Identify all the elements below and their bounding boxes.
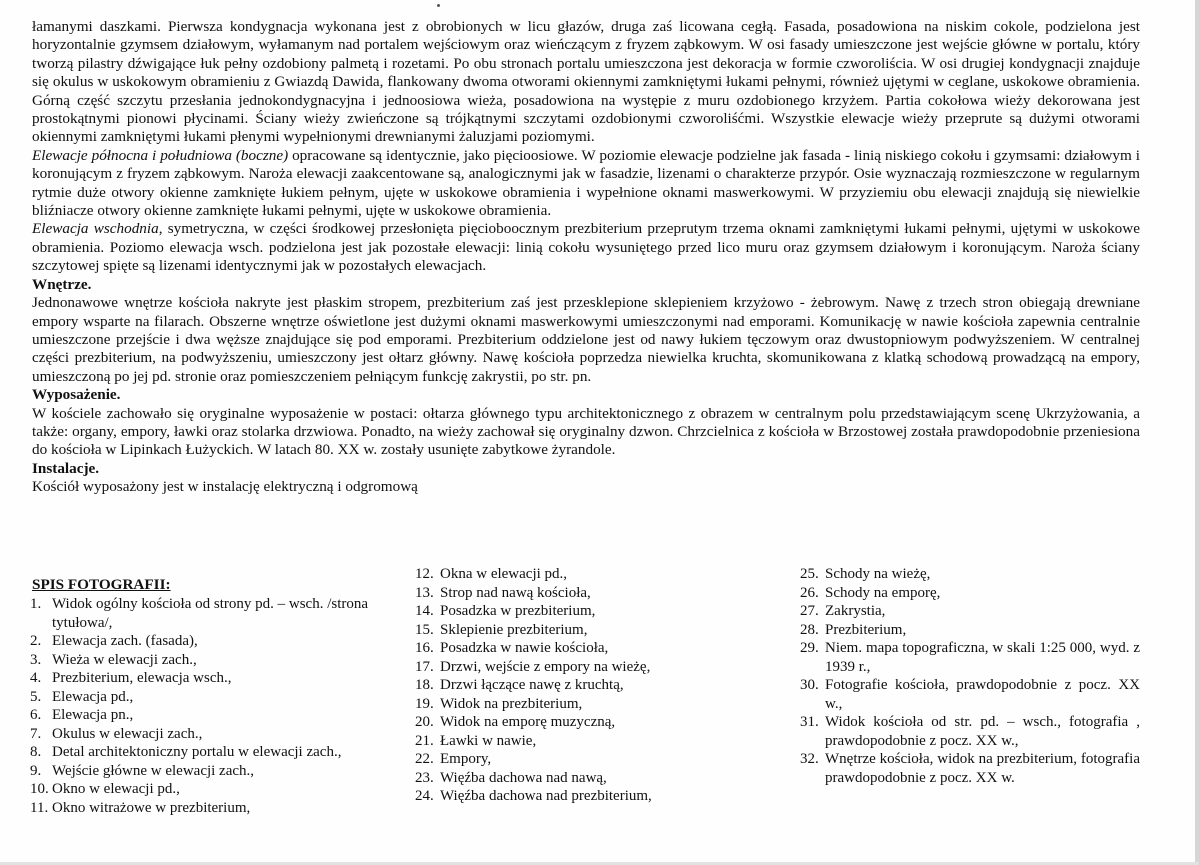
paragraph-east-elevation: [32, 220, 1140, 275]
photo-list-number: 31.: [800, 714, 819, 730]
photo-list-text: Widok na prezbiterium,: [440, 695, 583, 712]
heading-interior: Wnętrze.: [32, 275, 92, 293]
photo-list-text: Prezbiterium,: [825, 621, 907, 638]
photo-list-item: [800, 713, 1140, 750]
photo-list-number: 25.: [800, 566, 819, 582]
photo-list-number: 18.: [415, 677, 434, 693]
photo-list-item: [415, 639, 715, 658]
paragraph-furnishing: W kościele zachowało się oryginalne wyposażenie w postaci: ołtarza głównego typu architektonicznego z obrazem w centralnym polu przedstawiającym scenę Ukrzyżowania, a także: organy, empory, ławki oraz stolarka drzwiowa. Ponadto, na wieży zachował się oryginalny dzwon. Chrzcielnica z kościoła w Brzostowej została prawdopodobnie przeniesiona do kościoła w Lipinkach Łużyckich. W latach 80. XX w. zostały usunięte zabytkowe żyrandole.: [32, 404, 1140, 459]
photo-list-item: [30, 743, 370, 762]
document-body: [32, 18, 1140, 497]
photo-list-number: 29.: [800, 640, 819, 656]
photo-list-item: [30, 799, 370, 818]
photo-list-text: Niem. mapa topograficzna, w skali 1:25 000, wyd. z 1939 r.,: [825, 640, 1140, 675]
photo-list-item: [800, 565, 1140, 584]
photo-list-text: Widok kościoła od str. pd. – wsch., fotografia , prawdopodobnie z pocz. XX w.,: [825, 714, 1140, 749]
photo-list-text: Prezbiterium, elewacja wsch.,: [52, 670, 232, 686]
photo-list-item: [415, 769, 715, 788]
photo-list-text: Wieża w elewacji zach.,: [52, 651, 197, 668]
photo-list-title: SPIS FOTOGRAFII:: [32, 576, 171, 593]
photo-list-text: Posadzka w nawie kościoła,: [440, 640, 609, 656]
photo-list-item: [30, 688, 370, 707]
photo-list-text: Zakrystia,: [825, 603, 886, 619]
photo-list-text: Ławki w nawie,: [440, 732, 537, 749]
scan-edge-right: [1195, 0, 1199, 865]
photo-list-text: Elewacja pd.,: [52, 688, 134, 705]
photo-list-text: Detal architektoniczny portalu w elewacji zach.,: [52, 744, 342, 760]
photo-list-number: 10.: [30, 781, 49, 797]
heading-installation: Instalacje.: [32, 459, 100, 477]
photo-list-text: Strop nad nawą kościoła,: [440, 584, 591, 601]
photo-list-column-1: [30, 595, 370, 817]
paragraph-facade: [32, 18, 1140, 147]
photo-list-item: [415, 584, 715, 603]
photo-list-item: [800, 639, 1140, 676]
photo-list-text: Okna w elewacji pd.,: [440, 566, 568, 582]
photo-list-item: [415, 658, 715, 677]
photo-list-text: Elewacja pn.,: [52, 707, 134, 723]
photo-list-number: 24.: [415, 788, 434, 804]
photo-list-number: 17.: [415, 658, 434, 675]
photo-list-number: 26.: [800, 584, 819, 601]
photo-list-item: [415, 676, 715, 695]
photo-list-text: Elewacja zach. (fasada),: [52, 633, 198, 649]
paragraph-text: opracowane są identycznie, jako pięcioosiowe. W poziomie elewacje podzielne jak fasada - linią niskiego cokołu i gzymsami: działowym i koronującym z fryzem ząbkowym. Naroża elewacji zaakcentowane są, analogicznymi jak w fasadzie, lizenami o charakterze przypór. Osie wyznaczają rozmieszczone w regularnym rytmie duże otwory okienne zamknięte łukiem pełnym, ujęte w uskokowe obramienia i wypełnione oknami maswerkowymi. W przyziemiu obu elewacji znajdują się niewielkie bliźniacze otwory okienne zamknięte łukami pełnymi, ujęte w uskokowe obramienia.: [32, 146, 1140, 220]
photo-list-text: Okno witrażowe w prezbiterium,: [52, 799, 251, 816]
italic-subheading: Elewacja wschodnia: [32, 220, 159, 238]
photo-list-item: [415, 732, 715, 751]
photo-list-text: Wnętrze kościoła, widok na prezbiterium, fotografia prawdopodobnie z pocz. XX w.: [825, 751, 1140, 786]
paragraph-interior: Jednonawowe wnętrze kościoła nakryte jest płaskim stropem, prezbiterium zaś jest przesklepione sklepieniem krzyżowo - żebrowym. Nawę z trzech stron obiegają drewniane empory wsparte na filarach. Obszerne wnętrze oświetlone jest dużymi oknami maswerkowymi umieszczonymi nad emporami. Komunikację w nawie kościoła zapewnia centralnie umieszczone przejście i dwa węższe znajdujące się pod emporami. Prezbiterium oddzielone jest od nawy łukiem tęczowym oraz dwustopniowym podwyższeniem. W centralnej części prezbiterium, na podwyższeniu, umieszczony jest ołtarz główny. Nawę kościoła poprzedza niewielka kruchta, skomunikowana z klatką schodową prowadzącą na empory, umieszczoną po jej pd. stronie oraz pomieszczeniem pełniącym funkcję zakrystii, po str. pn.: [32, 294, 1140, 385]
photo-list-item: [415, 565, 715, 584]
photo-list-number: 27.: [800, 603, 819, 619]
photo-list-number: 7.: [30, 725, 42, 742]
photo-list-text: Drzwi, wejście z empory na wieżę,: [440, 658, 651, 675]
photo-list-text: Schody na emporę,: [825, 584, 941, 601]
photo-list-text: Widok na emporę muzyczną,: [440, 714, 616, 730]
photo-list-item: [30, 706, 370, 725]
photo-list-number: 23.: [415, 769, 434, 786]
photo-list-number: 14.: [415, 603, 434, 619]
photo-list-number: 20.: [415, 714, 434, 730]
photo-list-text: Okno w elewacji pd.,: [52, 781, 180, 797]
paragraph-north-south-elevations: [32, 147, 1140, 221]
photo-list-text: Sklepienie prezbiterium,: [440, 621, 588, 638]
photo-list-column-2: [415, 565, 715, 806]
photo-list-item: [30, 595, 370, 632]
photo-list-text: Empory,: [440, 751, 492, 767]
photo-list-number: 2.: [30, 633, 42, 649]
photo-list-item: [30, 651, 370, 670]
photo-list-text: Posadzka w prezbiterium,: [440, 603, 596, 619]
photo-list-number: 22.: [415, 751, 434, 767]
photo-list-text: Schody na wieżę,: [825, 566, 931, 582]
scan-speck: [437, 4, 440, 7]
photo-list-text: Więźba dachowa nad prezbiterium,: [440, 788, 652, 804]
photo-list-number: 30.: [800, 677, 819, 693]
italic-subheading: Elewacje północna i południowa (boczne): [32, 146, 289, 164]
photo-list-item: [415, 750, 715, 769]
photo-list-number: 11.: [30, 799, 49, 816]
photo-list-text: Widok ogólny kościoła od strony pd. – wsch. /strona tytułowa/,: [52, 596, 369, 631]
photo-list-item: [800, 602, 1140, 621]
photo-list-item: [415, 602, 715, 621]
photo-list-text: Drzwi łączące nawę z kruchtą,: [440, 677, 624, 693]
photo-list-item: [30, 762, 370, 781]
photo-list-number: 15.: [415, 621, 434, 638]
photo-list-item: [415, 621, 715, 640]
photo-list-number: 5.: [30, 688, 42, 705]
photo-list-number: 28.: [800, 621, 819, 638]
photo-list-item: [415, 787, 715, 806]
photo-list-number: 4.: [30, 670, 42, 686]
photo-list-item: [30, 632, 370, 651]
photo-list-item: [30, 780, 370, 799]
photo-list-text: Fotografie kościoła, prawdopodobnie z pocz. XX w.,: [825, 677, 1140, 712]
paragraph-installation: Kościół wyposażony jest w instalację elektryczną i odgromową: [32, 478, 418, 496]
photo-list-number: 12.: [415, 566, 434, 582]
photo-list-text: Wejście główne w elewacji zach.,: [52, 762, 255, 779]
photo-list-item: [800, 621, 1140, 640]
photo-list-number: 13.: [415, 584, 434, 601]
photo-list-column-3: [800, 565, 1140, 787]
photo-list-number: 1.: [30, 596, 42, 612]
photo-list-text: Okulus w elewacji zach.,: [52, 725, 203, 742]
photo-list-number: 21.: [415, 732, 434, 749]
paragraph-text: , symetryczna, w części środkowej przesłonięta pięcioboocznym prezbiterium przeprutym trzema oknami zamkniętymi łukami pełnymi, ujętymi w uskokowe obramienia. Poziomo elewacja wsch. podzielona jest jak pozostałe elewacji: linią cokołu wysuniętego przed lico muru oraz gzymsem działowym i koronującym. Naroża ściany szczytowej spięte są lizenami identycznymi jak w pozostałych elewacjach.: [32, 220, 1140, 275]
photo-list-number: 3.: [30, 651, 42, 668]
paragraph-text: łamanymi daszkami. Pierwsza kondygnacja wykonana jest z obrobionych w licu głazów, druga zaś licowana cegłą. Fasada, posadowiona na niskim cokole, podzielona jest horyzontalnie gzymsem działowym, wyłamanym nad portalem wejściowym oraz wieńczącym z fryzem ząbkowym. W osi fasady umieszczone jest wejście główne w portalu, który tworzą pilastry dźwigające łuk pełny ozdobiony palmetą i rozetami. Po obu stronach portalu umieszczona jest dekoracja w formie czworoliścia. W osi drugiej kondygnacji znajduje się okulus w uskokowym obramieniu z Gwiazdą Dawida, flankowany dwoma otworami okiennymi zamkniętymi łukami pełnymi, również ujętymi w ceglane, uskokowe obramienia. Górną część szczytu przesłania jednokondygnacyjna i jednoosiowa wieża, posadowiona na występie z muru ozdobionego krzyżem. Partia cokołowa wieży dekorowana jest prostokątnymi pionowi płycinami. Ściany wieży zwieńczone są trójkątnymi szczytami ozdobionymi czworoliśćmi. Wszystkie elewacje wieży przeprute są dużymi otworami okiennymi zamkniętymi łukami płenymi wypełnionymi drewnianymi żaluzjami poziomymi.: [32, 18, 1140, 146]
heading-furnishing: Wyposażenie.: [32, 386, 121, 404]
photo-list-number: 8.: [30, 744, 42, 760]
photo-list-number: 16.: [415, 640, 434, 656]
photo-list-item: [415, 695, 715, 714]
photo-list-number: 19.: [415, 695, 434, 712]
photo-list-item: [415, 713, 715, 732]
photo-list-text: Więźba dachowa nad nawą,: [440, 769, 607, 786]
photo-list-item: [800, 584, 1140, 603]
photo-list-item: [800, 750, 1140, 787]
photo-list-number: 9.: [30, 762, 42, 779]
photo-list-item: [30, 725, 370, 744]
photo-list-number: 6.: [30, 707, 42, 723]
photo-list-number: 32.: [800, 751, 819, 767]
photo-list-item: [30, 669, 370, 688]
photo-list-item: [800, 676, 1140, 713]
